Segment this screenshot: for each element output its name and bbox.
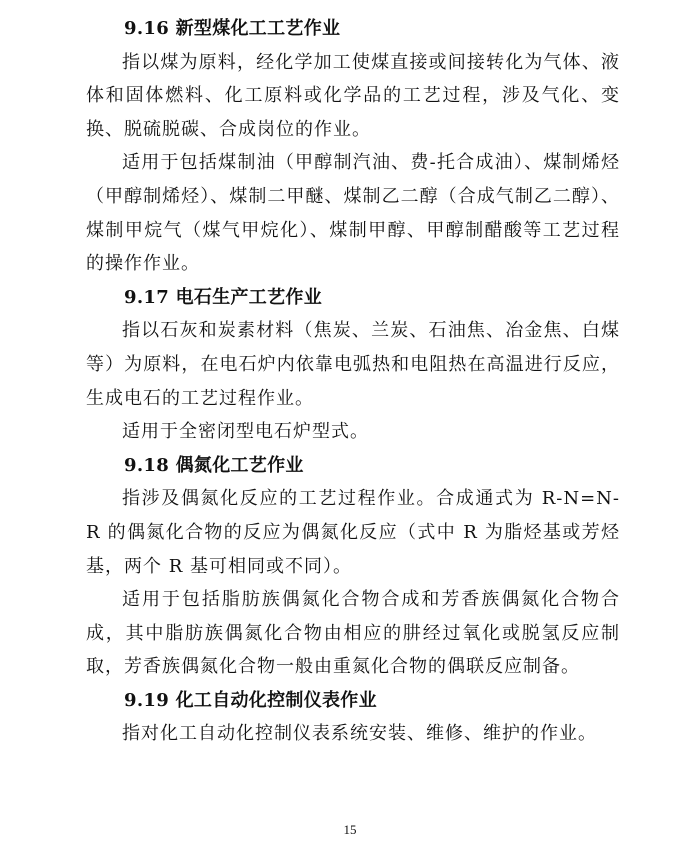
section-9-18-paragraph-definition: 指涉及偶氮化反应的工艺过程作业。合成通式为 R-N=N-R 的偶氮化合物的反应为偶氮化反应（式中 R 为脂烃基或芳烃基，两个 R 基可相同或不同）。 bbox=[86, 488, 620, 577]
section-9-19-paragraph-definition: 指对化工自动化控制仪表系统安装、维修、维护的作业。 bbox=[122, 723, 597, 745]
section-heading-9-19: 9.19 化工自动化控制仪表作业 bbox=[124, 689, 377, 711]
section-9-16-paragraph-definition: 指以煤为原料，经化学加工使煤直接或间接转化为气体、液体和固体燃料、化工原料或化学品的工艺过程，涉及气化、变换、脱硫脱碳、合成岗位的作业。 bbox=[86, 51, 620, 140]
section-9-17-paragraph-definition: 指以石灰和炭素材料（焦炭、兰炭、石油焦、冶金焦、白煤等）为原料，在电石炉内依靠电弧热和电阻热在高温进行反应，生成电石的工艺过程作业。 bbox=[86, 320, 620, 409]
section-heading-9-16: 9.16 新型煤化工工艺作业 bbox=[124, 18, 341, 39]
section-heading-9-18: 9.18 偶氮化工艺作业 bbox=[124, 454, 304, 476]
document-body bbox=[86, 12, 620, 751]
page-number: 15 bbox=[343, 822, 357, 837]
section-9-17-paragraph-scope: 适用于全密闭型电石炉型式。 bbox=[122, 421, 369, 443]
section-heading-9-17: 9.17 电石生产工艺作业 bbox=[124, 286, 323, 308]
section-9-16-paragraph-scope: 适用于包括煤制油（甲醇制汽油、费-托合成油）、煤制烯烃（甲醇制烯烃）、煤制二甲醚、煤制乙二醇（合成气制乙二醇）、煤制甲烷气（煤气甲烷化）、煤制甲醇、甲醇制醋酸等工艺过程的操作作业。 bbox=[86, 152, 620, 275]
section-9-18-paragraph-scope: 适用于包括脂肪族偶氮化合物合成和芳香族偶氮化合物合成，其中脂肪族偶氮化合物由相应的肼经过氧化或脱氢反应制取，芳香族偶氮化合物一般由重氮化合物的偶联反应制备。 bbox=[86, 589, 620, 678]
